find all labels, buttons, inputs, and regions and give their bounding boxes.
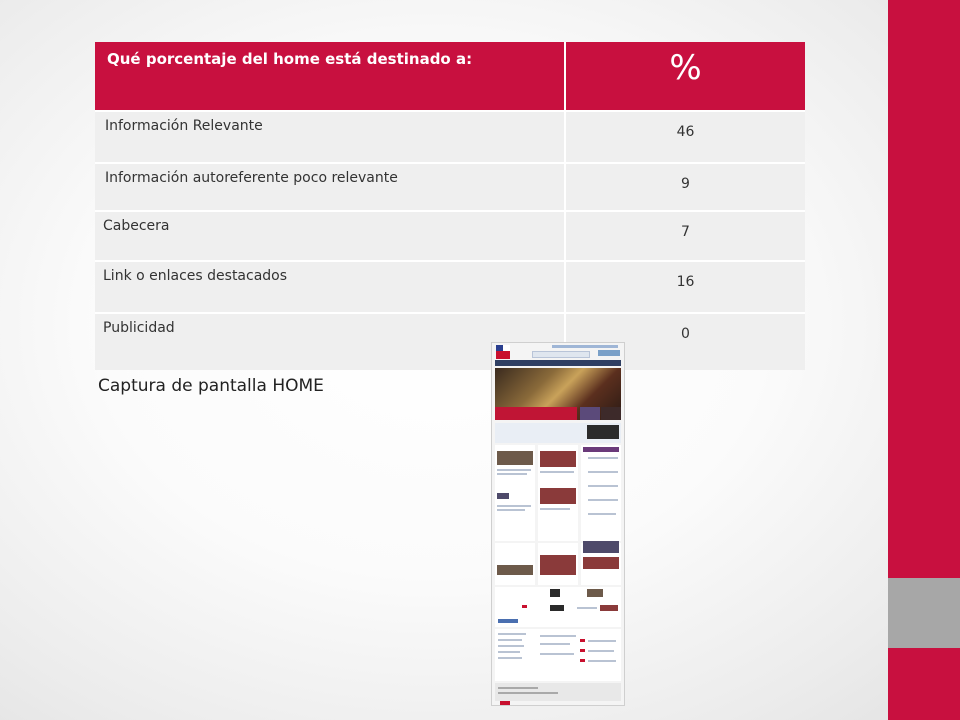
thumb-text-line <box>540 508 570 510</box>
row-value: 9 <box>565 163 805 211</box>
thumb-text-line <box>540 635 576 637</box>
thumb-news-image <box>497 565 533 575</box>
row-value: 16 <box>565 261 805 313</box>
table-row <box>95 211 805 261</box>
sidebar-red-block-bottom <box>888 648 960 720</box>
thumb-text-line <box>588 471 618 473</box>
table-header-question: Qué porcentaje del home está destinado a: <box>95 42 565 111</box>
table-header-row <box>95 42 805 111</box>
thumb-text-line <box>498 645 524 647</box>
thumb-text-line <box>588 485 618 487</box>
thumb-bullet <box>580 649 585 652</box>
thumb-text-line <box>588 640 616 642</box>
row-value: 7 <box>565 211 805 261</box>
thumb-logo <box>550 605 564 611</box>
thumb-block <box>495 543 535 585</box>
thumb-nav-bar <box>495 360 621 366</box>
thumb-news-image <box>540 488 576 504</box>
thumb-news-image <box>583 541 619 553</box>
thumb-text-line <box>588 457 618 459</box>
thumb-news-image <box>540 451 576 467</box>
screenshot-caption: Captura de pantalla HOME <box>98 376 324 396</box>
thumb-text-line <box>497 473 527 475</box>
thumb-text-line <box>540 653 574 655</box>
thumb-section-header <box>583 447 619 452</box>
thumb-news-image <box>540 555 576 575</box>
table-row <box>95 313 805 370</box>
thumb-logo <box>522 605 527 608</box>
row-value: 0 <box>565 313 805 370</box>
row-label: Publicidad <box>95 313 565 370</box>
thumb-hero-side-1 <box>580 407 600 420</box>
thumb-text-line <box>497 505 531 507</box>
row-label: Link o enlaces destacados <box>95 261 565 313</box>
decorative-sidebar <box>888 0 960 720</box>
thumb-bullet <box>580 639 585 642</box>
logo-flag-red <box>496 351 510 359</box>
row-label: Información autoreferente poco relevante <box>95 163 565 211</box>
thumb-news-image <box>497 451 533 465</box>
thumb-text-line <box>588 650 614 652</box>
sidebar-red-block-top <box>888 0 960 578</box>
thumb-bullet <box>580 659 585 662</box>
table-row <box>95 261 805 313</box>
thumb-logo <box>550 589 560 597</box>
row-label: Cabecera <box>95 211 565 261</box>
thumb-news-image <box>497 493 509 499</box>
table-row <box>95 111 805 163</box>
thumb-text-line <box>588 499 618 501</box>
thumb-ad-block <box>587 425 619 439</box>
thumb-text-line <box>588 660 616 662</box>
thumb-news-image <box>583 557 619 569</box>
thumb-text-line <box>588 513 616 515</box>
thumb-hero-side-2 <box>601 407 621 420</box>
thumb-text-line <box>498 633 526 635</box>
thumb-text-line <box>497 509 525 511</box>
thumb-logo <box>587 589 603 597</box>
thumb-column-right <box>581 445 621 541</box>
thumb-footer-line <box>498 687 538 689</box>
thumb-text-line <box>577 607 597 609</box>
thumb-search-box <box>532 351 590 358</box>
thumb-text-line <box>498 651 520 653</box>
thumb-footer-line <box>498 692 558 694</box>
thumb-text-line <box>540 643 570 645</box>
table-header-percent: % <box>565 42 805 111</box>
thumb-text-line <box>540 471 574 473</box>
thumb-text-line <box>498 639 522 641</box>
homepage-screenshot-thumbnail <box>491 342 625 706</box>
thumb-hero-caption <box>495 407 577 420</box>
thumb-logo <box>600 605 618 611</box>
thumb-text-line <box>497 469 531 471</box>
percentage-table <box>95 42 805 370</box>
thumb-button <box>498 619 518 623</box>
thumb-brand-mark <box>598 350 620 356</box>
sidebar-gray-block <box>888 578 960 648</box>
thumb-text-line <box>498 657 522 659</box>
thumb-top-links <box>552 345 618 348</box>
row-label: Información Relevante <box>95 111 565 163</box>
table-row <box>95 163 805 211</box>
thumb-footer-logo <box>500 701 510 705</box>
row-value: 46 <box>565 111 805 163</box>
